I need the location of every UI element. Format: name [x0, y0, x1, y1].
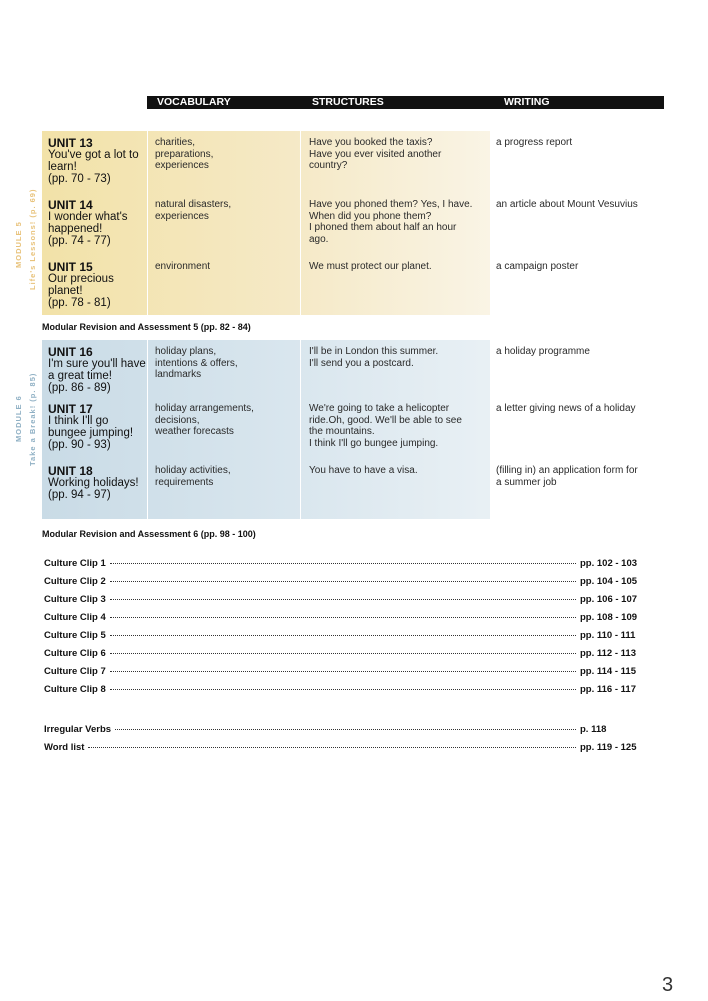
unit-cell	[42, 131, 147, 193]
unit-title: I wonder what's happened!	[48, 211, 128, 235]
unit-title: Working holidays!	[48, 477, 139, 489]
structures-cell: Have you booked the taxis? Have you ever visited another country?	[300, 131, 490, 193]
writing-cell: an article about Mount Vesuvius	[490, 193, 664, 255]
page-number: 3	[662, 974, 674, 996]
unit-cell	[42, 193, 147, 255]
unit-cell	[42, 397, 147, 459]
unit-row	[42, 193, 664, 255]
unit-pages: (pp. 74 - 77)	[48, 235, 111, 247]
toc-entry-word-list: Word list pp. 119 - 125	[44, 742, 637, 753]
vocabulary-cell: holiday activities, requirements	[147, 459, 300, 519]
vocabulary-cell: environment	[147, 255, 300, 315]
toc-entry: Culture Clip 2 pp. 104 - 105	[44, 576, 638, 587]
unit-row	[42, 340, 664, 397]
modular-revision-6: Modular Revision and Assessment 6 (pp. 98 - 100)	[42, 529, 256, 539]
toc-entry: Culture Clip 4 pp. 108 - 109	[44, 612, 638, 623]
structures-cell: We must protect our planet.	[300, 255, 490, 315]
toc-entry: Culture Clip 7 pp. 114 - 115	[44, 666, 636, 677]
unit-title: I think I'll go bungee jumping!	[48, 415, 134, 439]
unit-pages: (pp. 86 - 89)	[48, 382, 111, 394]
unit-row	[42, 397, 664, 459]
vocabulary-cell: holiday arrangements, decisions, weather forecasts	[147, 397, 300, 459]
writing-cell: a holiday programme	[490, 340, 664, 397]
writing-cell: a campaign poster	[490, 255, 664, 315]
unit-title: I'm sure you'll have a great time!	[48, 358, 146, 382]
module-6-title: Take a Break! (p. 85)	[28, 372, 37, 466]
unit-number: UNIT 13	[48, 136, 93, 150]
toc-entry: Culture Clip 8 pp. 116 - 117	[44, 684, 636, 695]
structures-cell: You have to have a visa.	[300, 459, 490, 519]
vocabulary-cell: natural disasters, experiences	[147, 193, 300, 255]
structures-cell: We're going to take a helicopter ride.Oh, good. We'll be able to see the mountains. I think I'll go bungee jumping.	[300, 397, 490, 459]
toc-entry-irregular-verbs: Irregular Verbs p. 118	[44, 724, 607, 735]
unit-pages: (pp. 78 - 81)	[48, 297, 111, 309]
module-6-label: MODULE 6	[14, 395, 23, 442]
unit-row	[42, 459, 664, 519]
unit-number: UNIT 18	[48, 464, 93, 478]
header-writing: WRITING	[504, 96, 550, 108]
structures-cell: Have you phoned them? Yes, I have. When did you phone them? I phoned them about half an hour ago.	[300, 193, 490, 255]
toc-entry: Culture Clip 3 pp. 106 - 107	[44, 594, 638, 605]
unit-title: You've got a lot to learn!	[48, 149, 139, 173]
unit-number: UNIT 16	[48, 345, 93, 359]
toc-entry: Culture Clip 1 pp. 102 - 103	[44, 558, 638, 569]
writing-cell: a progress report	[490, 131, 664, 193]
column-header-bar	[147, 96, 664, 109]
toc-entry: Culture Clip 6 pp. 112 - 113	[44, 648, 636, 659]
unit-row	[42, 131, 664, 193]
module-5-title: Life's Lessons! (p. 69)	[28, 188, 37, 290]
vocabulary-cell: charities, preparations, experiences	[147, 131, 300, 193]
unit-cell	[42, 459, 147, 519]
unit-number: UNIT 15	[48, 260, 93, 274]
vocabulary-cell: holiday plans, intentions & offers, landmarks	[147, 340, 300, 397]
module-5-label: MODULE 5	[14, 221, 23, 268]
toc-entry: Culture Clip 5 pp. 110 - 111	[44, 630, 636, 641]
modular-revision-5: Modular Revision and Assessment 5 (pp. 82 - 84)	[42, 322, 251, 332]
structures-cell: I'll be in London this summer. I'll send you a postcard.	[300, 340, 490, 397]
unit-pages: (pp. 70 - 73)	[48, 173, 111, 185]
unit-number: UNIT 14	[48, 198, 93, 212]
header-vocabulary: VOCABULARY	[157, 96, 231, 108]
writing-cell: (filling in) an application form for a summer job	[490, 459, 664, 519]
unit-cell	[42, 340, 147, 397]
unit-pages: (pp. 94 - 97)	[48, 489, 111, 501]
header-structures: STRUCTURES	[312, 96, 384, 108]
writing-cell: a letter giving news of a holiday	[490, 397, 664, 459]
unit-row	[42, 255, 664, 315]
unit-pages: (pp. 90 - 93)	[48, 439, 111, 451]
unit-number: UNIT 17	[48, 402, 93, 416]
unit-title: Our precious planet!	[48, 273, 114, 297]
unit-cell	[42, 255, 147, 315]
